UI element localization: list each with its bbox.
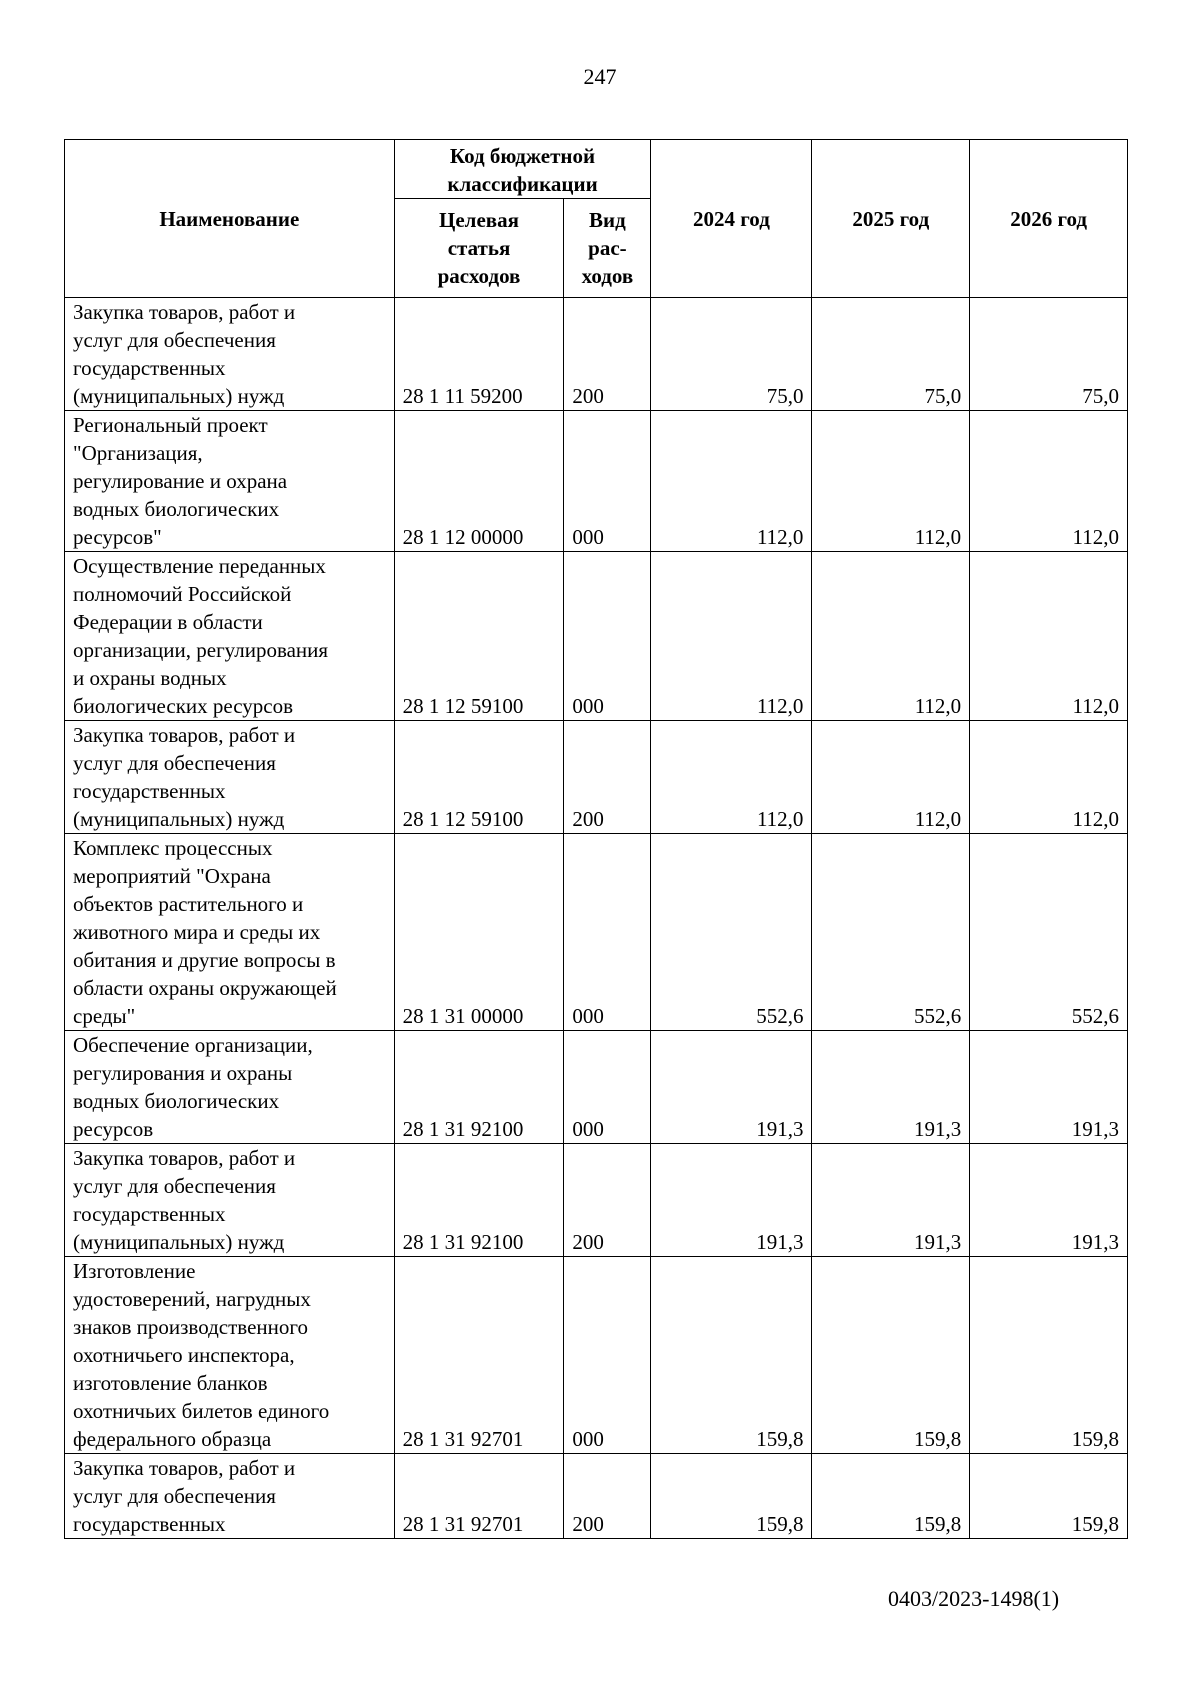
document-id: 0403/2023-1498(1) xyxy=(888,1586,1060,1611)
row-target-article: 28 1 12 59100 xyxy=(394,552,564,721)
row-name-line: (муниципальных) нужд xyxy=(73,807,285,831)
row-name-line: среды" xyxy=(73,1004,136,1028)
header-2024: 2024 год xyxy=(651,140,812,298)
row-value-2024: 75,0 xyxy=(651,298,812,411)
header-name: Наименование xyxy=(65,140,395,298)
row-name-line: Закупка товаров, работ и xyxy=(73,1146,296,1170)
row-name-line: обитания и другие вопросы в xyxy=(73,948,336,972)
row-value-2024: 552,6 xyxy=(651,834,812,1031)
table-row xyxy=(65,298,1128,411)
row-target-article: 28 1 31 92701 xyxy=(394,1257,564,1454)
row-name-line: государственных xyxy=(73,1512,226,1536)
row-name-line: услуг для обеспечения xyxy=(73,328,276,352)
row-name-line: государственных xyxy=(73,356,226,380)
row-value-2025: 112,0 xyxy=(812,411,970,552)
row-name-line: регулирование и охрана xyxy=(73,469,288,493)
row-value-2026: 75,0 xyxy=(970,298,1128,411)
row-value-2024: 159,8 xyxy=(651,1257,812,1454)
row-name-line: и охраны водных xyxy=(73,666,227,690)
row-name-line: водных биологических xyxy=(73,1089,280,1113)
row-value-2024: 112,0 xyxy=(651,721,812,834)
row-value-2026: 159,8 xyxy=(970,1257,1128,1454)
row-target-article: 28 1 31 92100 xyxy=(394,1144,564,1257)
row-value-2025: 75,0 xyxy=(812,298,970,411)
row-name-line: Закупка товаров, работ и xyxy=(73,300,296,324)
row-target-article: 28 1 12 59100 xyxy=(394,721,564,834)
row-value-2025: 191,3 xyxy=(812,1144,970,1257)
row-name-line: Региональный проект xyxy=(73,413,268,437)
row-value-2025: 552,6 xyxy=(812,834,970,1031)
row-name xyxy=(65,1031,395,1144)
row-value-2024: 112,0 xyxy=(651,552,812,721)
row-target-article: 28 1 31 92701 xyxy=(394,1454,564,1539)
row-value-2024: 191,3 xyxy=(651,1031,812,1144)
table-row xyxy=(65,834,1128,1031)
row-target-article: 28 1 31 00000 xyxy=(394,834,564,1031)
row-name-line: федерального образца xyxy=(73,1427,272,1451)
row-name-line: (муниципальных) нужд xyxy=(73,384,285,408)
row-name-line: Комплекс процессных xyxy=(73,836,273,860)
row-name-line: полномочий Российской xyxy=(73,582,292,606)
header-2026: 2026 год xyxy=(970,140,1128,298)
row-expense-kind: 000 xyxy=(564,552,651,721)
row-name xyxy=(65,1454,395,1539)
row-expense-kind: 000 xyxy=(564,834,651,1031)
header-2025: 2025 год xyxy=(812,140,970,298)
row-name-line: изготовление бланков xyxy=(73,1371,268,1395)
row-name-line: (муниципальных) нужд xyxy=(73,1230,285,1254)
table-body xyxy=(65,298,1128,1539)
row-name-line: Обеспечение организации, xyxy=(73,1033,313,1057)
row-value-2025: 159,8 xyxy=(812,1257,970,1454)
row-name xyxy=(65,1257,395,1454)
row-value-2025: 112,0 xyxy=(812,552,970,721)
row-value-2026: 191,3 xyxy=(970,1144,1128,1257)
row-name-line: охотничьего инспектора, xyxy=(73,1343,295,1367)
row-name-line: Изготовление xyxy=(73,1259,196,1283)
row-name-line: организации, регулирования xyxy=(73,638,329,662)
row-name-line: животного мира и среды их xyxy=(73,920,321,944)
row-name xyxy=(65,411,395,552)
row-expense-kind: 200 xyxy=(564,298,651,411)
budget-table xyxy=(64,139,1128,1539)
row-name-line: государственных xyxy=(73,1202,226,1226)
row-name-line: услуг для обеспечения xyxy=(73,751,276,775)
row-value-2026: 112,0 xyxy=(970,552,1128,721)
row-name-line: Закупка товаров, работ и xyxy=(73,723,296,747)
table-header xyxy=(65,140,1128,298)
page-number: 247 xyxy=(583,64,617,89)
row-name-line: услуг для обеспечения xyxy=(73,1174,276,1198)
row-value-2024: 159,8 xyxy=(651,1454,812,1539)
header-kbk: Код бюджетной классификации xyxy=(394,140,651,199)
row-target-article: 28 1 11 59200 xyxy=(394,298,564,411)
row-name xyxy=(65,834,395,1031)
row-expense-kind: 000 xyxy=(564,1031,651,1144)
header-target-article: Целевая статья расходов xyxy=(394,199,564,298)
row-name xyxy=(65,552,395,721)
row-name-line: охотничьих билетов единого xyxy=(73,1399,330,1423)
row-target-article: 28 1 31 92100 xyxy=(394,1031,564,1144)
table-row xyxy=(65,1257,1128,1454)
row-value-2025: 112,0 xyxy=(812,721,970,834)
row-value-2026: 159,8 xyxy=(970,1454,1128,1539)
table-row xyxy=(65,1144,1128,1257)
row-name xyxy=(65,298,395,411)
row-value-2026: 191,3 xyxy=(970,1031,1128,1144)
row-expense-kind: 000 xyxy=(564,1257,651,1454)
table-row xyxy=(65,1454,1128,1539)
row-value-2026: 552,6 xyxy=(970,834,1128,1031)
row-name-line: государственных xyxy=(73,779,226,803)
table-row xyxy=(65,552,1128,721)
table-row xyxy=(65,721,1128,834)
row-name-line: ресурсов xyxy=(73,1117,154,1141)
table-row xyxy=(65,1031,1128,1144)
row-name-line: услуг для обеспечения xyxy=(73,1484,276,1508)
row-expense-kind: 200 xyxy=(564,721,651,834)
row-name-line: ресурсов" xyxy=(73,525,162,549)
row-expense-kind: 200 xyxy=(564,1144,651,1257)
row-target-article: 28 1 12 00000 xyxy=(394,411,564,552)
row-value-2026: 112,0 xyxy=(970,411,1128,552)
row-name-line: биологических ресурсов xyxy=(73,694,294,718)
row-expense-kind: 200 xyxy=(564,1454,651,1539)
row-name-line: удостоверений, нагрудных xyxy=(73,1287,311,1311)
row-name-line: объектов растительного и xyxy=(73,892,304,916)
row-name-line: мероприятий "Охрана xyxy=(73,864,271,888)
row-expense-kind: 000 xyxy=(564,411,651,552)
row-name-line: знаков производственного xyxy=(73,1315,308,1339)
row-value-2025: 159,8 xyxy=(812,1454,970,1539)
row-name xyxy=(65,721,395,834)
row-name-line: водных биологических xyxy=(73,497,280,521)
row-name-line: "Организация, xyxy=(73,441,203,465)
row-value-2025: 191,3 xyxy=(812,1031,970,1144)
row-value-2024: 191,3 xyxy=(651,1144,812,1257)
row-name-line: Осуществление переданных xyxy=(73,554,326,578)
row-value-2024: 112,0 xyxy=(651,411,812,552)
row-value-2026: 112,0 xyxy=(970,721,1128,834)
row-name-line: Федерации в области xyxy=(73,610,263,634)
table-row xyxy=(65,411,1128,552)
row-name-line: регулирования и охраны xyxy=(73,1061,293,1085)
header-expense-kind: Вид рас-ходов xyxy=(564,199,651,298)
row-name-line: Закупка товаров, работ и xyxy=(73,1456,296,1480)
row-name xyxy=(65,1144,395,1257)
row-name-line: области охраны окружающей xyxy=(73,976,337,1000)
